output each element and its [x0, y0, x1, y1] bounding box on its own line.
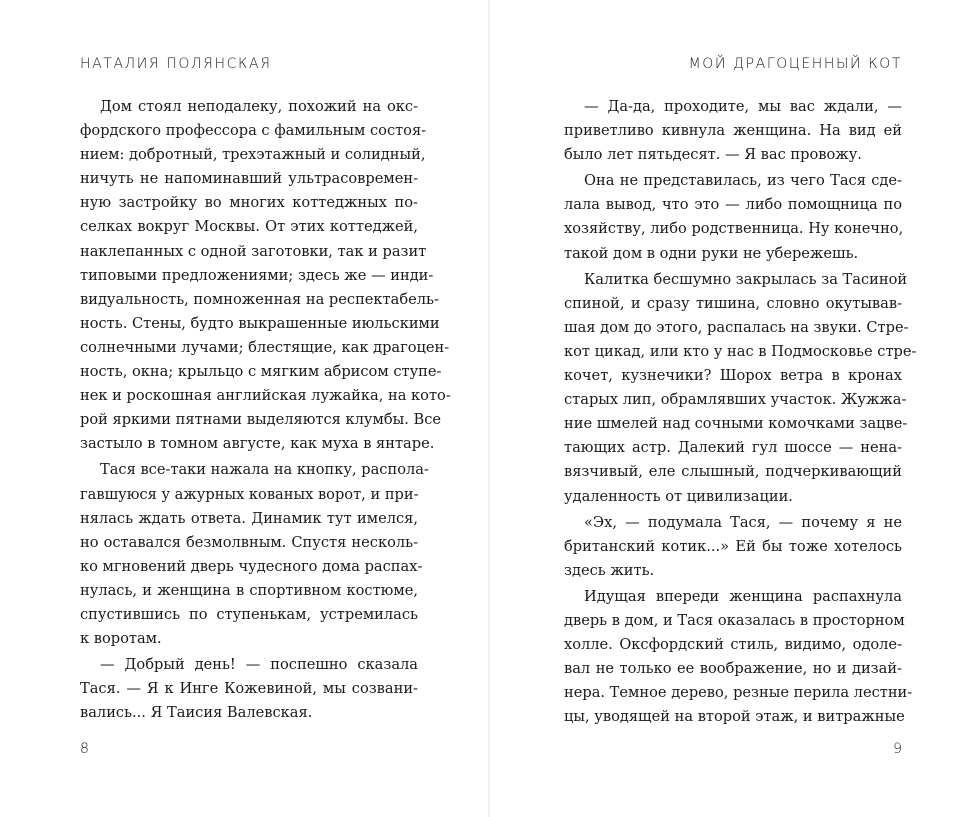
- text-line: старых лип, обрамлявших участок. Жужжа-: [564, 391, 907, 409]
- text-line: тающих астр. Далекий гул шоссе — нена-: [564, 439, 902, 457]
- running-head-title: МОЙ ДРАГОЦЕННЫЙ КОТ: [688, 56, 902, 72]
- text-line: спиной, и сразу тишина, словно окутывав-: [564, 294, 902, 312]
- text-line: фордского профессора с фамильным состоя-: [80, 122, 427, 140]
- text-line: видуальность, помноженная на респектабель-: [80, 290, 439, 308]
- text-line: селках вокруг Москвы. От этих коттеджей,: [80, 218, 418, 236]
- text-line: нием: добротный, трехэтажный и солидный,: [80, 146, 426, 164]
- text-line: кот цикад, или кто у нас в Подмосковье стре-: [564, 342, 917, 360]
- text-line: Тася. — Я к Инге Кожевиной, мы созвани-: [80, 680, 418, 698]
- text-line: ние шмелей над сочными комочками зацве-: [564, 415, 908, 433]
- text-line: рой яркими пятнами выделяются клумбы. Все: [80, 411, 442, 429]
- text-line: приветливо кивнула женщина. На вид ей: [564, 122, 902, 140]
- text-line: такой дом в одни руки не убережешь.: [564, 244, 859, 262]
- text-line: нялась ждать ответа. Динамик тут имелся,: [80, 509, 418, 527]
- text-line: Дом стоял неподалеку, похожий на окс-: [100, 98, 418, 115]
- right-page-text: [564, 95, 917, 729]
- text-line: хозяйству, либо родственница. Ну конечно,: [564, 220, 904, 238]
- text-line: вал не только ее воображение, но и дизай-: [564, 660, 902, 678]
- text-line: типовыми предложениями; здесь же — инди-: [80, 266, 434, 284]
- text-line: нек и роскошная английская лужайка, на кото-: [80, 387, 451, 405]
- text-line: спустившись по ступенькам, устремилась: [80, 605, 418, 623]
- text-line: к воротам.: [80, 630, 162, 648]
- page-number-left: 8: [80, 741, 89, 757]
- text-line: ность, окна; крыльцо с мягким абрисом ступе-: [80, 363, 442, 381]
- text-line: вязчивый, еле слышный, подчеркивающий: [564, 463, 902, 481]
- text-line: кочет, кузнечики? Шорох ветра в кронах: [564, 367, 902, 385]
- text-line: нера. Темное дерево, резные перила лестни-: [564, 684, 913, 702]
- text-line: вались... Я Таисия Валевская.: [80, 704, 313, 722]
- text-line: было лет пятьдесят. — Я вас провожу.: [564, 146, 862, 164]
- text-line: но оставался безмолвным. Спустя несколь-: [80, 533, 418, 551]
- text-line: шая дом до этого, распалась на звуки. Стре-: [564, 318, 909, 336]
- text-line: холле. Оксфордский стиль, видимо, одоле-: [564, 636, 902, 654]
- text-line: Калитка бесшумно закрылась за Тасиной: [584, 270, 908, 288]
- text-line: застыло в томном августе, как муха в янтаре.: [80, 435, 435, 453]
- text-line: Тася все-таки нажала на кнопку, распола-: [100, 461, 429, 479]
- text-line: дверь в дом, и Тася оказалась в просторном: [564, 611, 905, 629]
- text-line: — Да-да, проходите, мы вас ждали, —: [584, 98, 902, 115]
- page-number-right: 9: [893, 741, 902, 757]
- text-line: удаленность от цивилизации.: [564, 487, 793, 505]
- left-page-text: [80, 95, 451, 727]
- right-page: [490, 0, 968, 817]
- text-line: наклепанных с одной заготовки, так и разит: [80, 242, 427, 260]
- text-line: ную застройку во многих коттеджных по-: [80, 194, 418, 212]
- text-line: гавшуюся у ажурных кованых ворот, и при-: [80, 485, 419, 503]
- text-line: лала вывод, что это — либо помощница по: [564, 196, 902, 214]
- text-line: — Добрый день! — поспешно сказала: [100, 656, 418, 674]
- text-line: нулась, и женщина в спортивном костюме,: [80, 581, 418, 599]
- text-line: «Эх, — подумала Тася, — почему я не: [584, 513, 902, 531]
- text-line: здесь жить.: [564, 561, 655, 579]
- text-line: ко мгновений дверь чудесного дома распах-: [80, 557, 423, 575]
- running-head-author: НАТАЛИЯ ПОЛЯНСКАЯ: [80, 56, 272, 72]
- text-line: Она не представилась, из чего Тася сде-: [584, 172, 902, 190]
- text-line: ничуть не напоминавший ультрасовремен-: [80, 170, 418, 188]
- text-line: ность. Стены, будто выкрашенные июльскими: [80, 314, 440, 332]
- text-line: британский котик...» Ей бы тоже хотелось: [564, 537, 902, 555]
- text-line: солнечными лучами; блестящие, как драгоцен-: [80, 338, 450, 356]
- text-line: цы, уводящей на второй этаж, и витражные: [564, 708, 905, 726]
- text-line: Идущая впереди женщина распахнула: [584, 587, 902, 605]
